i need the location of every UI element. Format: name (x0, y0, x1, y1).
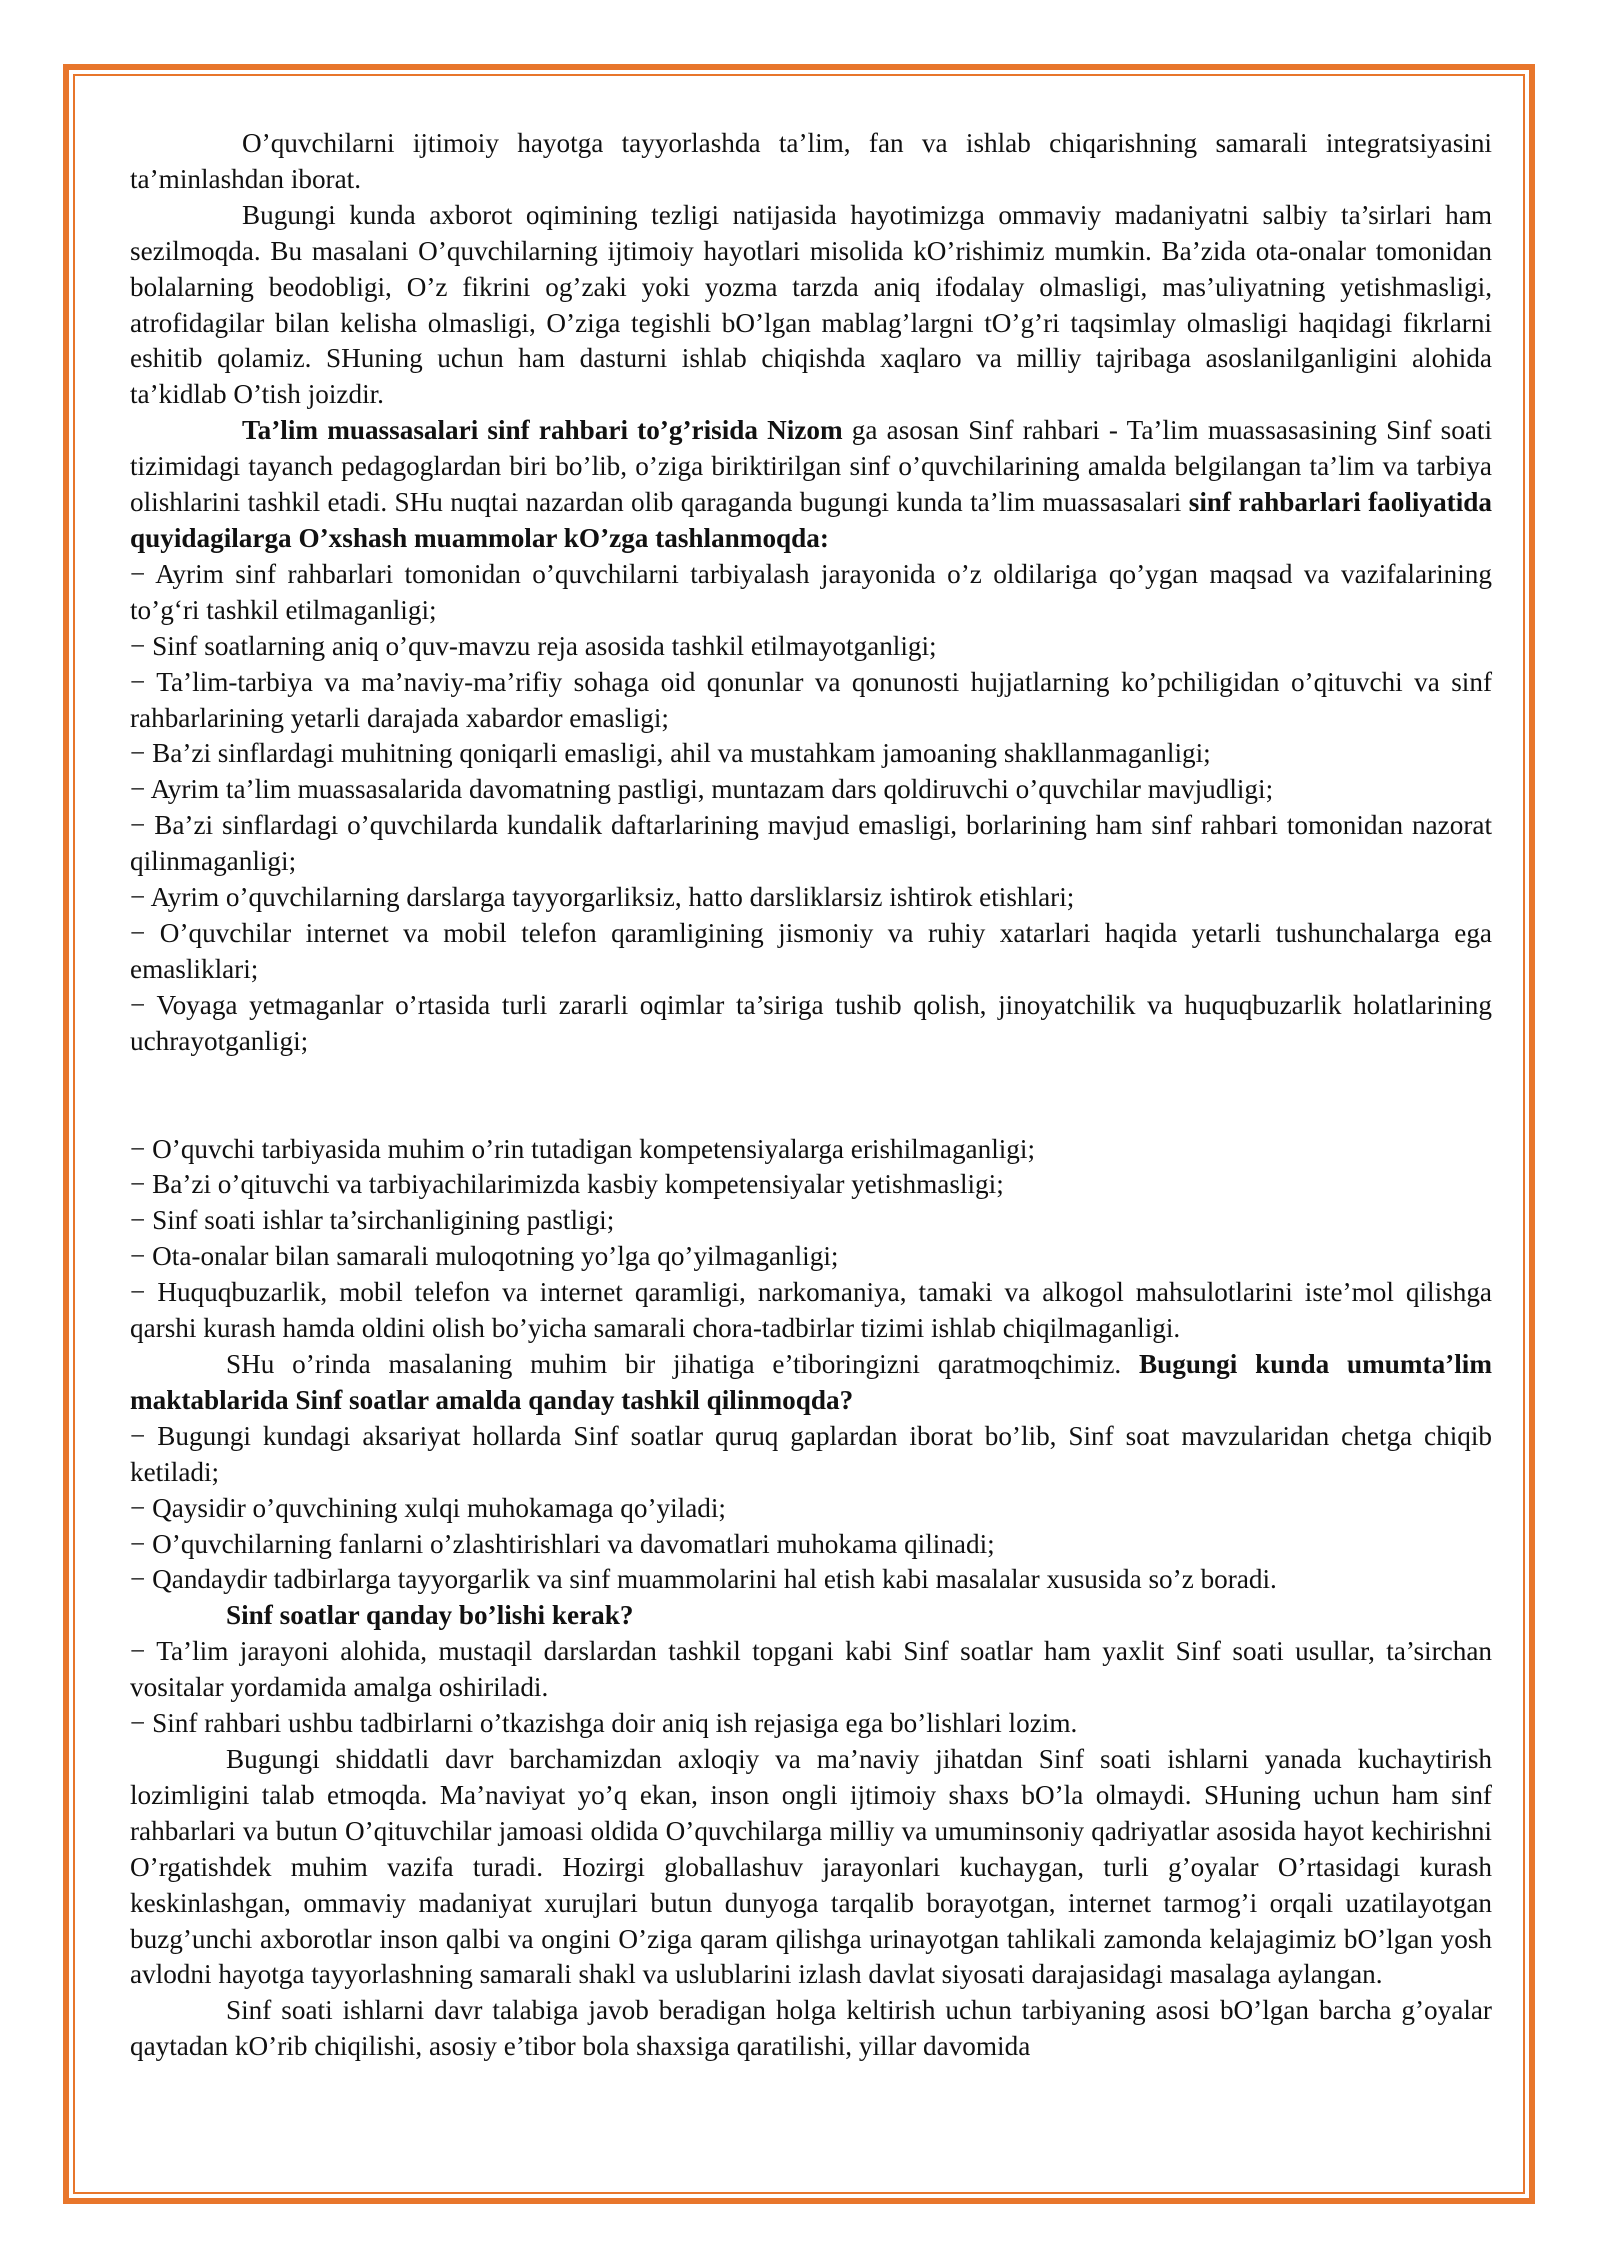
list-item: − Bugungi kundagi aksariyat hollarda Sinf soatlar quruq gaplardan iborat bo’lib, Sinf soat mavzularidan chetga chiqib ketiladi; (130, 1420, 1492, 1487)
list-item: − Sinf rahbari ushbu tadbirlarni o’tkazishga doir aniq ish rejasiga ega bo’lishlari lozim. (130, 1708, 1078, 1739)
list-item: − O’quvchilarning fanlarni o’zlashtirishlari va davomatlari muhokama qilinadi; (130, 1528, 995, 1559)
paragraph-intro: O’quvchilarni ijtimoiy hayotga tayyorlashda ta’lim, fan va ishlab chiqarishning samarali integratsiyasini ta’minlashdan iborat. (130, 128, 1492, 194)
paragraph-conclusion: Sinf soati ishlarni davr talabiga javob beradigan holga keltirish uchun tarbiyaning asosi bO’lgan barcha g’oyalar qaytadan kO’rib chiqilishi, asosiy e’tibor bola shaxsiga qaratilishi, yillar davomida (130, 1995, 1492, 2062)
document-body (130, 126, 1492, 2065)
regulation-text: ga asosan Sinf rahbari - Ta’lim muassasasining Sinf soati tizimidagi tayanch pedagoglardan biri bo’lib, o’ziga biriktirilgan sinf o’quvchilarining amalda belgilangan ta’lim va tarbiya olishlarini tashkil etadi. SHu nuqtai nazardan olib qaraganda bugungi kunda ta’lim muassasalari (130, 415, 1492, 518)
section-heading (130, 1598, 1492, 1634)
list-item: − O’quvchi tarbiyasida muhim o’rin tutadigan kompetensiyalarga erishilmaganligi; (130, 1133, 1036, 1164)
list-item: − Qaysidir o’quvchining xulqi muhokamaga qo’yiladi; (130, 1492, 726, 1523)
question-intro: SHu o’rinda masalaning muhim bir jihatiga e’tiboringizni qaratmoqchimiz. (226, 1349, 1140, 1379)
question-heading: Bugungi kunda umumta’lim maktablarida Sinf soatlar amalda qanday tashkil qilinmoqda? (130, 1349, 1492, 1415)
blank-gap (130, 1060, 1492, 1132)
paragraph-regulation (130, 413, 1492, 557)
list-item: − Ota-onalar bilan samarali muloqotning yo’lga qo’yilmaganligi; (130, 1241, 839, 1272)
paragraph-spirituality: Bugungi shiddatli davr barchamizdan axloqiy va ma’naviy jihatdan Sinf soati ishlarni yanada kuchaytirish lozimligini talab etmoqda. Ma’naviyat yo’q ekan, inson ongli ijtimoiy shaxs bO’la olmaydi. SHuning uchun ham sinf rahbarlari va butun O’qituvchilar jamoasi oldida O’quvchilarga milliy va umuminsoniy qadriyatlar asosida hayot kechirishni O’rgatishdek muhim vazifa turadi. Hozirgi globallashuv jarayonlari kuchaygan, turli g’oyalar O’rtasidagi kurash keskinlashgan, ommaviy madaniyat xurujlari butun dunyoga tarqalib borayotgan, internet tarmog’i orqali uzatilayotgan buzg’unchi axborotlar inson qalbi va ongini O’ziga qaram qilishga urinayotgan tahlikali zamonda kelajagimiz bO’lgan yosh avlodni hayotga tayyorlashning samarali shakl va uslublarini izlash davlat siyosati darajasidagi masalaga aylangan. (130, 1743, 1492, 1990)
list-item: − Ta’lim jarayoni alohida, mustaqil darslardan tashkil topgani kabi Sinf soatlar ham yaxlit Sinf soati usullar, ta’sirchan vositalar yordamida amalga oshiriladi. (130, 1636, 1492, 1703)
list-item: − Huquqbuzarlik, mobil telefon va internet qaramligi, narkomaniya, tamaki va alkogol mahsulotlarini iste’mol qilishga qarshi kurash hamda oldini olish bo’yicha samarali chora-tadbirlar tizimi ishlab chiqilmaganligi. (130, 1277, 1492, 1344)
list-item: − Ta’lim-tarbiya va ma’naviy-ma’rifiy sohaga oid qonunlar va qonunosti hujjatlarning ko’pchiligidan o’qituvchi va sinf rahbarlarining yetarli darajada xabardor emasligi; (130, 666, 1492, 733)
section-heading-text: Sinf soatlar qanday bo’lishi kerak? (226, 1600, 634, 1631)
list-item: − Qandaydir tadbirlarga tayyorgarlik va sinf muammolarini hal etish kabi masalalar xususida so’z boradi. (130, 1564, 1277, 1595)
paragraph-information-flow: Bugungi kunda axborot oqimining tezligi natijasida hayotimizga ommaviy madaniyatni salbiy ta’sirlari ham sezilmoqda. Bu masalani O’quvchilarning ijtimoiy hayotlari misolida kO’rishimiz mumkin. Ba’zida ota-onalar tomonidan bolalarning beodobligi, O’z fikrini og’zaki yoki yozma tarzda aniq ifodalay olmasligi, mas’uliyatning yetishmasligi, atrofidagilar bilan kelisha olmasligi, O’ziga tegishli bO’lgan mablag’largni tO’g’ri taqsimlay olmasligi haqidagi fikrlarni eshitib qolamiz. SHuning uchun ham dasturni ishlab chiqishda xaqlaro va milliy tajribaga asoslanilganligini alohida ta’kidlab O’tish joizdir. (130, 199, 1492, 410)
list-item: − Ayrim ta’lim muassasalarida davomatning pastligi, muntazam dars qoldiruvchi o’quvchilar mavjudligi; (130, 774, 1274, 805)
problems-list (130, 557, 1492, 1060)
paragraph-question (130, 1347, 1492, 1419)
list-item: − Ayrim sinf rahbarlari tomonidan o’quvchilarni tarbiyalash jarayonida o’z oldilariga qo’ygan maqsad va vazifalarining to’g‘ri tashkil etilmaganligi; (130, 558, 1492, 625)
list-item: − Sinf soati ishlar ta’sirchanligining pastligi; (130, 1205, 615, 1236)
problems-list-continued (130, 1132, 1492, 1347)
practice-list (130, 1419, 1492, 1599)
list-item: − Ba’zi sinflardagi muhitning qoniqarli emasligi, ahil va mustahkam jamoaning shakllanmaganligi; (130, 738, 1211, 769)
list-item: − Ba’zi o’qituvchi va tarbiyachilarimizda kasbiy kompetensiyalar yetishmasligi; (130, 1169, 1004, 1200)
list-item: − O’quvchilar internet va mobil telefon qaramligining jismoniy va ruhiy xatarlari haqida yetarli tushunchalarga ega emasliklari; (130, 917, 1492, 984)
list-item: − Ayrim o’quvchilarning darslarga tayyorgarliksiz, hatto darsliklarsiz ishtirok etishlari; (130, 882, 1075, 913)
list-item: − Voyaga yetmaganlar o’rtasida turli zararli oqimlar ta’siriga tushib qolish, jinoyatchilik va huquqbuzarlik holatlarining uchrayotganligi; (130, 989, 1492, 1056)
regulation-title: Ta’lim muassasalari sinf rahbari to’g’risida Nizom (242, 415, 843, 446)
problems-heading: sinf rahbarlari faoliyatida quyidagilarga O’xshash muammolar kO’zga tashlanmoqda: (130, 487, 1492, 553)
list-item: − Sinf soatlarning aniq o’quv-mavzu reja asosida tashkil etilmayotganligi; (130, 630, 937, 661)
list-item: − Ba’zi sinflardagi o’quvchilarda kundalik daftarlarining mavjud emasligi, borlarining ham sinf rahbari tomonidan nazorat qilinmaganligi; (130, 810, 1492, 877)
recommendations-list (130, 1634, 1492, 1742)
